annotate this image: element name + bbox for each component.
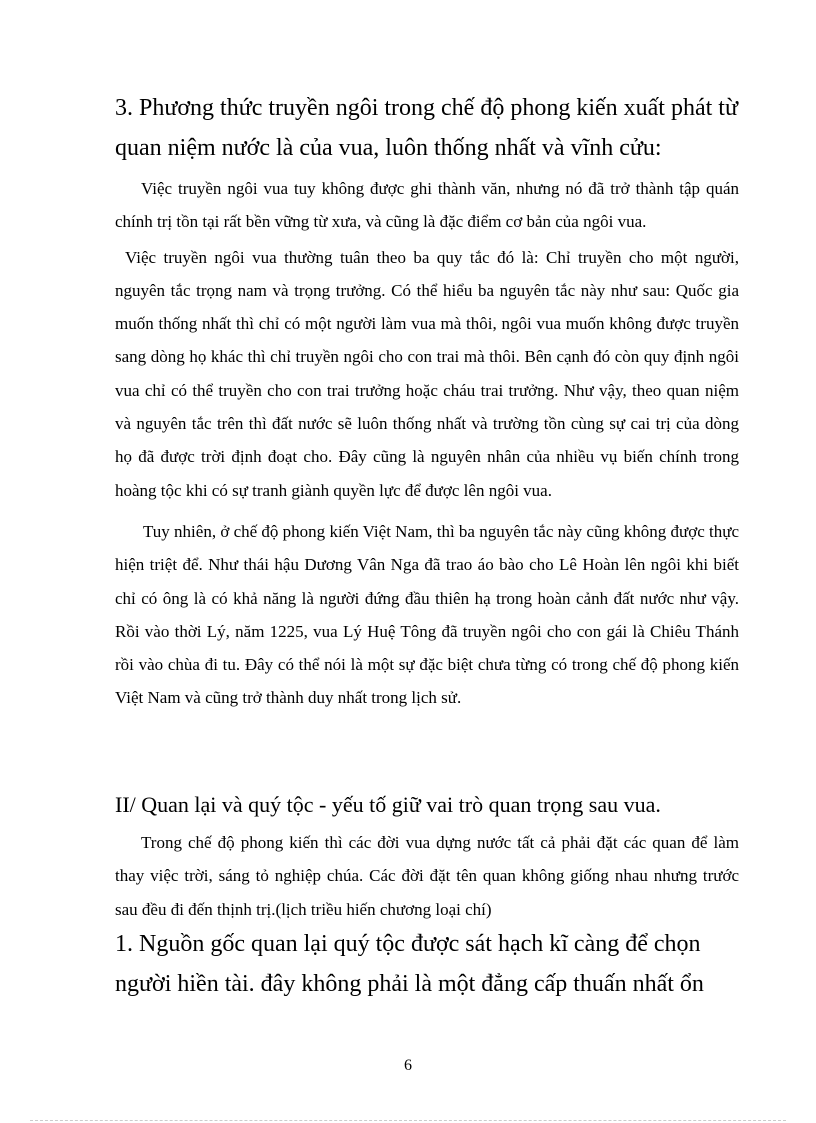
page-number: 6 — [404, 1057, 412, 1074]
section-2-heading-block — [115, 790, 739, 820]
section-3-body — [115, 172, 739, 715]
paragraph-1: Việc truyền ngôi vua tuy không được ghi thành văn, nhưng nó đã trở thành tập quán chính trị tồn tại rất bền vững từ xưa, và cũng là đặc điểm cơ bản của ngôi vua. — [115, 179, 739, 232]
section-3-heading: 3. Phương thức truyền ngôi trong chế độ phong kiến xuất phát từ quan niệm nước là của vua, luôn thống nhất và vĩnh cửu: — [115, 95, 738, 161]
subsection-1-heading-block — [115, 924, 739, 1004]
section-3-heading-block — [115, 88, 739, 168]
section-2-body — [115, 826, 739, 926]
paragraph-section-2: Trong chế độ phong kiến thì các đời vua dựng nước tất cả phải đặt các quan để làm thay việc trời, sáng tỏ nghiệp chúa. Các đời đặt tên quan không giống nhau nhưng trước sau đều đi đến thịnh trị.(lịch triều hiến chương loại chí) — [115, 833, 739, 919]
paragraph-2: Việc truyền ngôi vua thường tuân theo ba quy tắc đó là: Chỉ truyền cho một người, nguyên tắc trọng nam và trọng trưởng. Có thể hiểu ba nguyên tắc này như sau: Quốc gia muốn thống nhất thì chỉ có một người làm vua mà thôi, ngôi vua muốn không được truyền sang dòng họ khác thì chỉ truyền ngôi cho con trai mà thôi. Bên cạnh đó còn quy định ngôi vua chỉ có thể truyền cho con trai trưởng hoặc cháu trai trưởng. Như vậy, theo quan niệm và nguyên tắc trên thì đất nước sẽ luôn thống nhất và trường tồn cùng sự cai trị của dòng họ đã được trời định đoạt cho. Đây cũng là nguyên nhân của nhiều vụ biến chính trong hoàng tộc khi có sự tranh giành quyền lực để được lên ngôi vua. — [115, 247, 739, 500]
page-bottom-divider — [30, 1120, 786, 1121]
subsection-1-heading: 1. Nguồn gốc quan lại quý tộc được sát hạch kĩ càng để chọn người hiền tài. đây không phải là một đẳng cấp thuấn nhất ổn — [115, 931, 704, 997]
paragraph-3: Tuy nhiên, ở chế độ phong kiến Việt Nam, thì ba nguyên tắc này cũng không được thực hiện triệt để. Như thái hậu Dương Vân Nga đã trao áo bào cho Lê Hoàn lên ngôi khi biết chỉ có ông là có khả năng là người đứng đầu thiên hạ trong hoàn cảnh đất nước như vậy. Rồi vào thời Lý, năm 1225, vua Lý Huệ Tông đã truyền ngôi cho con gái là Chiêu Thánh rồi vào chùa đi tu. Đây có thể nói là một sự đặc biệt chưa từng có trong chế độ phong kiến Việt Nam và cũng trở thành duy nhất trong lịch sử. — [115, 521, 739, 708]
section-2-heading: II/ Quan lại và quý tộc - yếu tố giữ vai trò quan trọng sau vua. — [115, 792, 661, 817]
